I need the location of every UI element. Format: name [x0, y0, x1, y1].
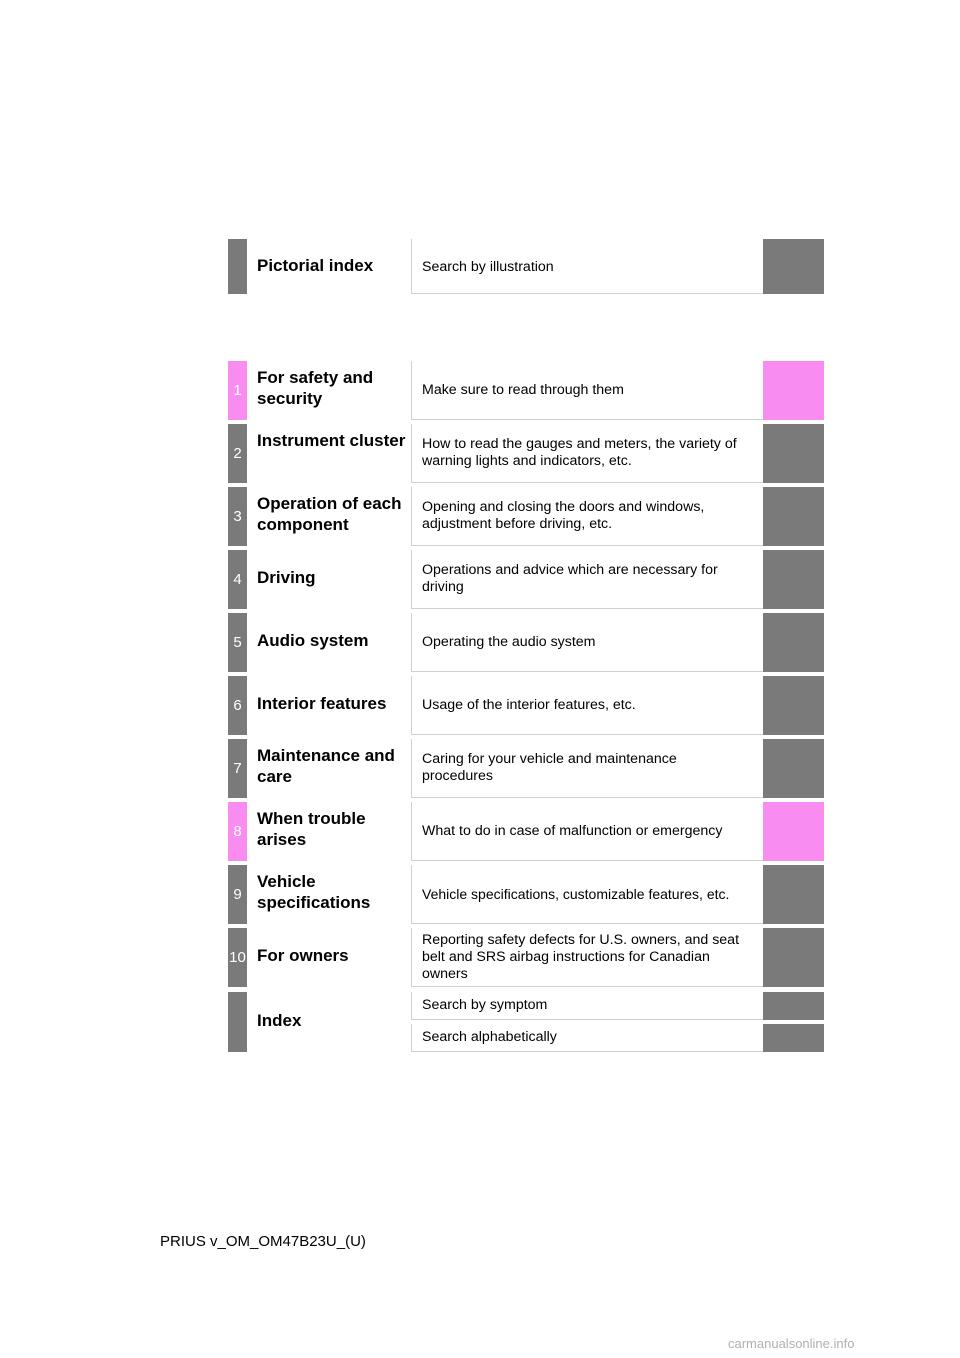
- chapter-row-9[interactable]: [228, 865, 824, 924]
- chapter-row-8[interactable]: [228, 802, 824, 861]
- index-row: [228, 992, 824, 1052]
- chapter-thumb-tab[interactable]: [763, 676, 824, 735]
- chapter-thumb-tab[interactable]: [763, 928, 824, 987]
- chapter-row-5[interactable]: [228, 613, 824, 672]
- chapter-desc: Caring for your vehicle and maintenance procedures: [411, 739, 763, 798]
- chapter-number: 9: [228, 865, 247, 924]
- pictorial-index-row[interactable]: [228, 239, 824, 294]
- chapter-number: 2: [228, 424, 247, 483]
- chapter-title: For safety and security: [257, 368, 374, 408]
- chapter-number: 10: [228, 928, 247, 987]
- chapter-thumb-tab[interactable]: [763, 487, 824, 546]
- chapter-title: Audio system: [257, 631, 369, 650]
- pictorial-index-thumb-tab[interactable]: [763, 239, 824, 294]
- chapter-desc: Usage of the interior features, etc.: [411, 676, 763, 735]
- chapter-title: For owners: [257, 946, 349, 965]
- chapter-title: Maintenance and care: [257, 746, 395, 786]
- pictorial-index-title: Pictorial index: [257, 256, 374, 275]
- index-alpha-thumb-tab[interactable]: [763, 1024, 824, 1052]
- chapter-title: Instrument cluster: [257, 431, 406, 450]
- index-search-alphabetically[interactable]: Search alphabetically: [411, 1024, 763, 1052]
- chapter-desc: Operating the audio system: [411, 613, 763, 672]
- index-search-symptom[interactable]: Search by symptom: [411, 992, 763, 1020]
- chapter-title: When trouble arises: [257, 809, 366, 849]
- chapter-row-1[interactable]: [228, 361, 824, 420]
- document-code-footer: PRIUS v_OM_OM47B23U_(U): [160, 1233, 366, 1250]
- chapter-row-4[interactable]: [228, 550, 824, 609]
- chapter-thumb-tab[interactable]: [763, 802, 824, 861]
- chapter-number: 7: [228, 739, 247, 798]
- chapter-thumb-tab[interactable]: [763, 424, 824, 483]
- index-tab-left: [228, 992, 247, 1052]
- chapter-row-10[interactable]: [228, 928, 824, 987]
- chapter-desc: How to read the gauges and meters, the variety of warning lights and indicators, etc.: [411, 424, 763, 483]
- index-symptom-thumb-tab[interactable]: [763, 992, 824, 1020]
- index-title: Index: [257, 1011, 302, 1030]
- chapter-title: Driving: [257, 568, 316, 587]
- chapter-thumb-tab[interactable]: [763, 550, 824, 609]
- chapter-number: 1: [228, 361, 247, 420]
- chapter-title: Vehicle specifications: [257, 872, 371, 912]
- chapter-title: Operation of each component: [257, 494, 402, 534]
- chapter-number: 4: [228, 550, 247, 609]
- pictorial-index-desc: Search by illustration: [411, 239, 763, 294]
- chapter-desc: Operations and advice which are necessary for driving: [411, 550, 763, 609]
- chapter-number: 8: [228, 802, 247, 861]
- chapter-thumb-tab[interactable]: [763, 613, 824, 672]
- chapter-row-7[interactable]: [228, 739, 824, 798]
- chapter-row-3[interactable]: [228, 487, 824, 546]
- chapter-thumb-tab[interactable]: [763, 361, 824, 420]
- chapter-thumb-tab[interactable]: [763, 865, 824, 924]
- chapter-desc: Reporting safety defects for U.S. owners, and seat belt and SRS airbag instructions for Canadian owners: [411, 928, 763, 987]
- chapter-desc: Make sure to read through them: [411, 361, 763, 420]
- chapter-row-6[interactable]: [228, 676, 824, 735]
- chapter-number: 6: [228, 676, 247, 735]
- chapter-number: 5: [228, 613, 247, 672]
- chapter-row-2[interactable]: [228, 424, 824, 483]
- chapter-number: 3: [228, 487, 247, 546]
- chapter-title: Interior features: [257, 694, 387, 713]
- chapter-thumb-tab[interactable]: [763, 739, 824, 798]
- chapter-desc: What to do in case of malfunction or emergency: [411, 802, 763, 861]
- pictorial-index-tab-left: [228, 239, 247, 294]
- watermark: carmanualsonline.info: [728, 1336, 855, 1351]
- chapter-desc: Opening and closing the doors and windows, adjustment before driving, etc.: [411, 487, 763, 546]
- chapter-desc: Vehicle specifications, customizable features, etc.: [411, 865, 763, 924]
